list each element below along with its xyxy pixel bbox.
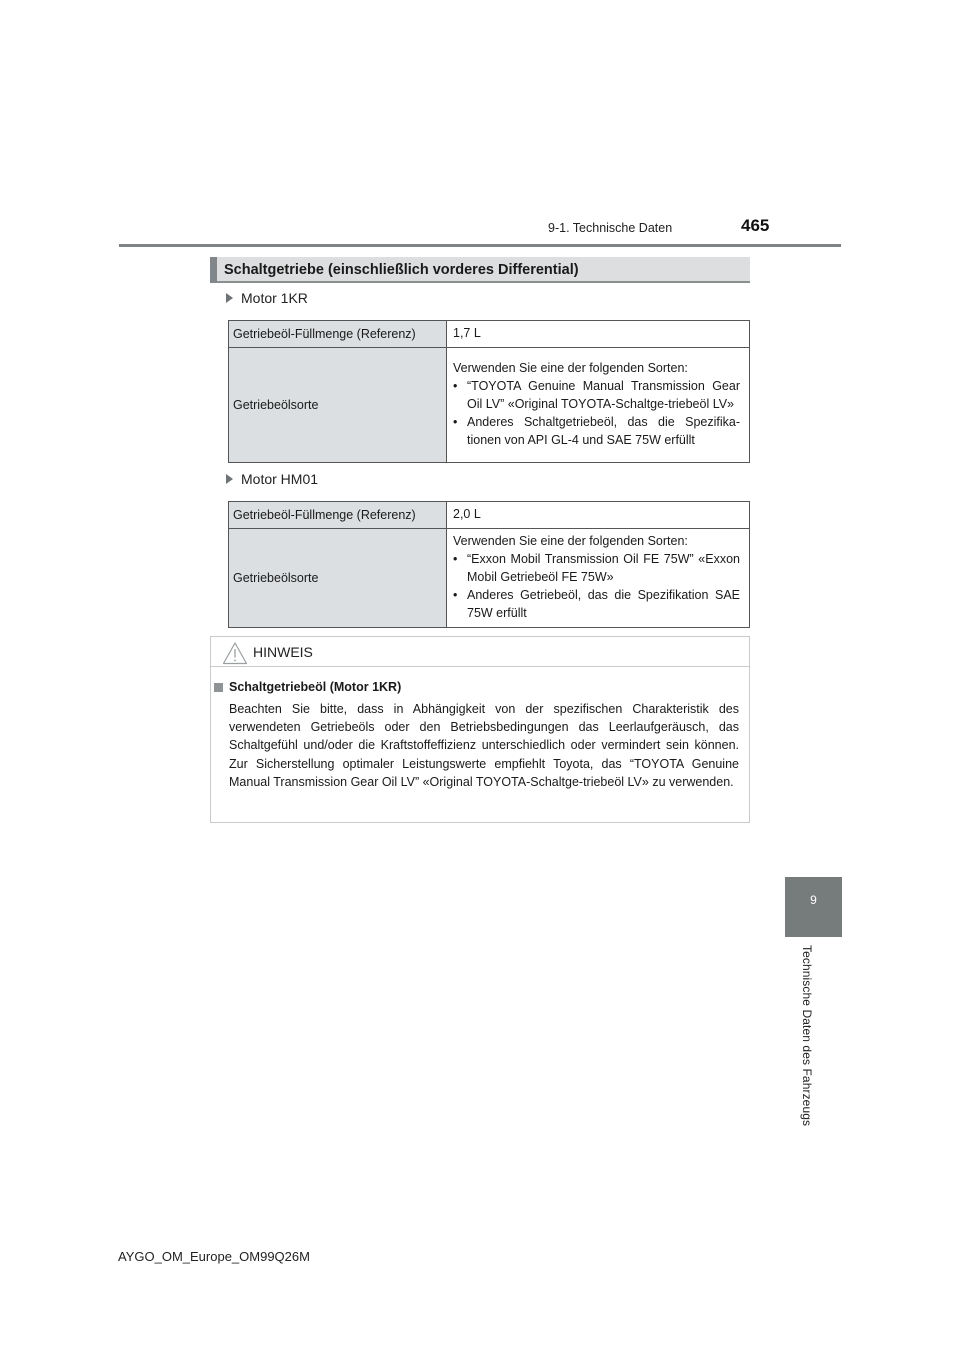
table-row (229, 529, 750, 628)
square-bullet-icon (214, 683, 223, 692)
notice-body: Beachten Sie bitte, dass in Abhängigkeit von der spezifischen Charakteristik des verwendeten Getriebeöls oder den Betriebsbedingungen das Leerlaufgeräusch, das Schaltgefühl und/oder die Kraftstoffeffizienz unterschiedlich oder vermindert sein können. Zur Sicherstellung optimaler Leistungswerte empfiehlt Toyota, das “TOYOTA Genuine Manual Transmission Gear Oil LV” «Original TOYOTA-Schaltge-triebeöl LV» zu verwenden. (229, 702, 739, 789)
list-item: • Anderes Getriebeöl, das die Spezifikation SAE 75W erfüllt (453, 588, 740, 620)
subheading-motor-1kr (226, 290, 308, 306)
footer-doc-id: AYGO_OM_Europe_OM99Q26M (118, 1249, 310, 1264)
header-divider (119, 244, 841, 247)
notice-header-divider (211, 666, 749, 667)
warning-triangle-icon (222, 641, 248, 665)
table-row (229, 502, 750, 529)
table-row (229, 348, 750, 463)
spec-table-hm01 (228, 501, 750, 628)
triangle-bullet-icon (226, 293, 233, 303)
subheading-text: Motor HM01 (241, 471, 319, 487)
header-section-title: 9-1. Technische Daten (548, 221, 673, 235)
oil-type-intro: Verwenden Sie eine der folgenden Sorten: (453, 534, 688, 548)
list-item: • “Exxon Mobil Transmission Oil FE 75W” «Exxon Mobil Getriebeöl FE 75W» (453, 552, 740, 584)
section-title: Schaltgetriebe (einschließlich vorderes Differential) (224, 262, 579, 278)
subheading-text: Motor 1KR (241, 290, 308, 306)
table-row (229, 321, 750, 348)
notice-subheading: Schaltgetriebeöl (Motor 1KR) (229, 680, 402, 694)
page-number: 465 (741, 216, 770, 235)
oil-type-value (447, 529, 750, 628)
list-item: • “TOYOTA Genuine Manual Transmission Gear Oil LV” «Original TOYOTA-Schaltge-triebeöl LV» (453, 379, 740, 411)
list-item: • Anderes Schaltgetriebeöl, das die Spezifika-tionen von API GL-4 und SAE 75W erfüllt (453, 415, 740, 447)
oil-type-label: Getriebeölsorte (229, 348, 447, 463)
triangle-bullet-icon (226, 474, 233, 484)
capacity-value: 2,0 L (447, 502, 750, 529)
oil-type-intro: Verwenden Sie eine der folgenden Sorten: (453, 361, 688, 375)
oil-type-label: Getriebeölsorte (229, 529, 447, 628)
chapter-number: 9 (810, 893, 817, 907)
spec-table-1kr (228, 320, 750, 463)
oil-type-value (447, 348, 750, 463)
chapter-title-vertical: Technische Daten des Fahrzeugs (800, 945, 814, 1127)
capacity-label: Getriebeöl-Füllmenge (Referenz) (229, 321, 447, 348)
chapter-tab (785, 877, 842, 937)
subheading-motor-hm01 (226, 471, 318, 487)
notice-title: HINWEIS (253, 644, 313, 660)
capacity-value: 1,7 L (447, 321, 750, 348)
capacity-label: Getriebeöl-Füllmenge (Referenz) (229, 502, 447, 529)
section-header-accent (210, 257, 217, 283)
